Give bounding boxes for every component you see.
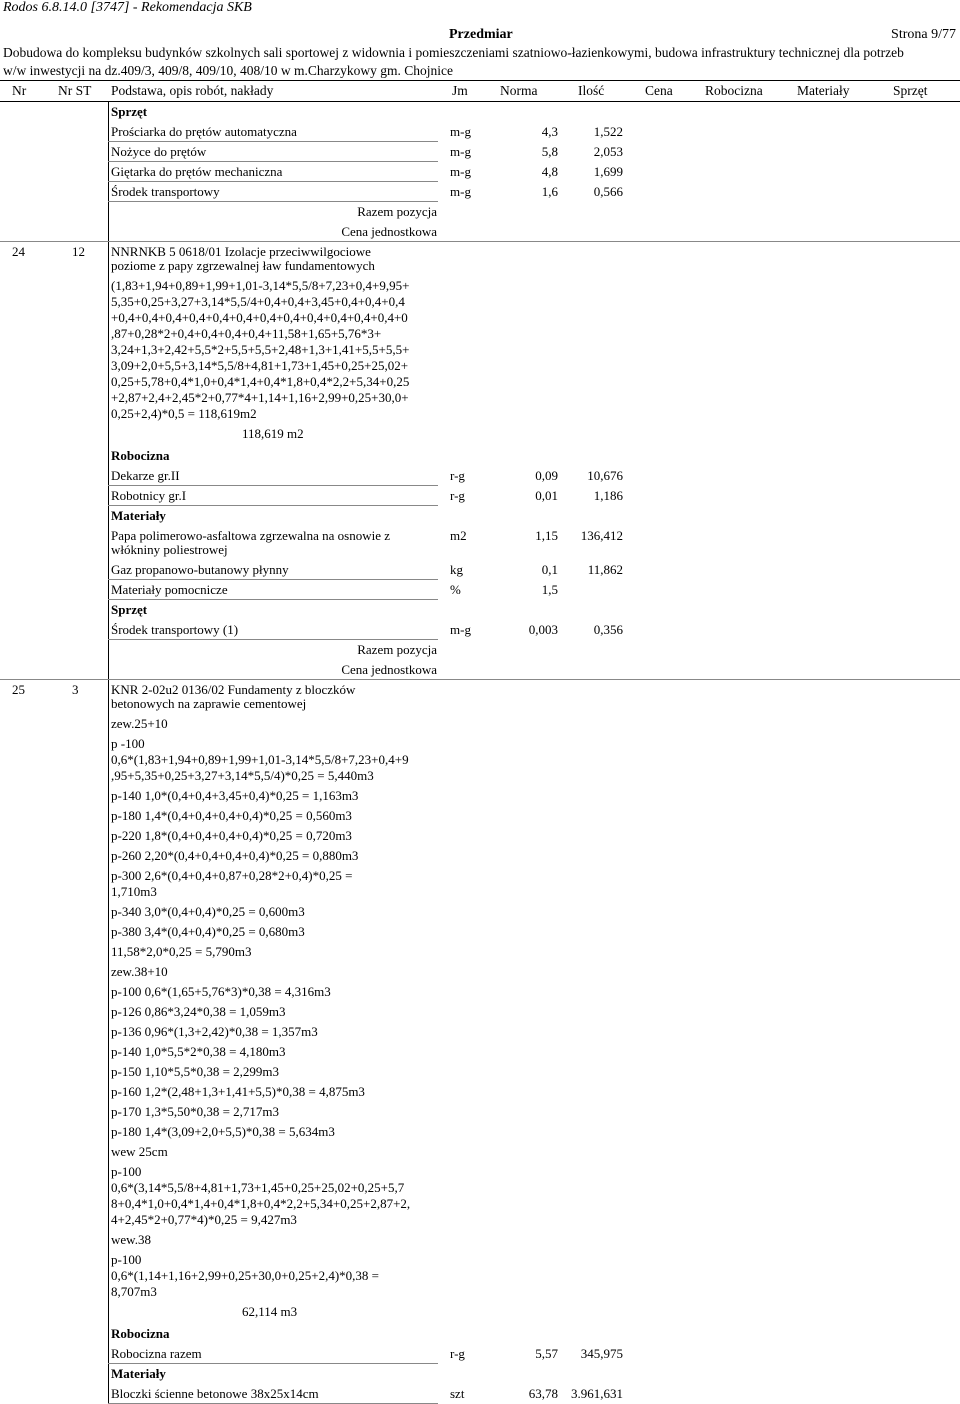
project-line-2: w/w inwestycji na dz.409/3, 409/8, 409/10, 408/10 w m.Charzykowy gm. Chojnice (3, 63, 453, 78)
section-label: Materiały (111, 1366, 166, 1381)
calculation-line: p-136 0,96*(1,3+2,42)*0,38 = 1,357m3 (111, 1024, 318, 1039)
resource-norm: 0,09 (535, 468, 558, 483)
row-separator (108, 181, 438, 182)
calculation-line: 3,09+2,0+5,5+3,14*5,5/8+4,81+1,73+1,45+0,25+25,02+ (111, 358, 409, 373)
calculation-line: p-380 3,4*(0,4+0,4)*0,25 = 0,680m3 (111, 924, 305, 939)
resource-quantity: 0,566 (593, 184, 623, 199)
resource-name: Prościarka do prętów automatyczna (111, 124, 297, 139)
calculation-line: p-170 1,3*5,50*0,38 = 2,717m3 (111, 1104, 280, 1119)
calculation-line: wew.38 (111, 1232, 151, 1247)
summary-label: Razem pozycja (357, 642, 437, 657)
resource-unit: % (450, 582, 461, 597)
resource-quantity: 10,676 (587, 468, 623, 483)
header-rule-bottom (0, 101, 960, 102)
row-separator (108, 485, 438, 486)
calculation-line: p-340 3,0*(0,4+0,4)*0,25 = 0,600m3 (111, 904, 305, 919)
column-header-cell: Nr (12, 83, 27, 98)
resource-name: Bloczki ścienne betonowe 38x25x14cm (111, 1386, 319, 1401)
calculation-line: +2,87+2,4+2,45*2+0,77*4+1,14+1,16+2,99+0,25+30,0+ (111, 390, 409, 405)
resource-unit: r-g (450, 488, 465, 503)
resource-quantity: 1,522 (593, 124, 623, 139)
resource-norm: 4,8 (541, 164, 558, 179)
calculation-line: 3,24+1,3+2,42+5,5*2+5,5+5,5+2,48+1,3+1,41+5,5+5,5+ (111, 342, 410, 357)
position-rule (0, 679, 960, 680)
resource-norm: 5,8 (541, 144, 558, 159)
position-description: poziome z papy zgrzewalnej ław fundamentowych (111, 258, 375, 273)
resource-name: Materiały pomocnicze (111, 582, 228, 597)
calculation-line: 5,35+0,25+3,27+3,14*5,5/4+0,4+0,4+3,45+0,4+0,4+0,4 (111, 294, 405, 309)
resource-name: Środek transportowy (111, 184, 220, 199)
calculation-line: ,87+0,28*2+0,4+0,4+0,4+0,4+11,58+1,65+5,76*3+ (111, 326, 382, 341)
calculation-line: p-160 1,2*(2,48+1,3+1,41+5,5)*0,38 = 4,875m3 (111, 1084, 365, 1099)
app-title: Rodos 6.8.14.0 [3747] - Rekomendacja SKB (3, 0, 252, 15)
header-rule-top (0, 80, 960, 81)
resource-unit: kg (450, 562, 463, 577)
calculation-line: wew 25cm (111, 1144, 168, 1159)
page-number: Strona 9/77 (891, 27, 956, 42)
position-st: 12 (72, 244, 85, 259)
resource-norm: 1,15 (535, 528, 558, 543)
calculation-line: 0,6*(1,14+1,16+2,99+0,25+30,0+0,25+2,4)*0,38 = (111, 1268, 379, 1283)
section-label: Materiały (111, 508, 166, 523)
calculation-line: p-220 1,8*(0,4+0,4+0,4+0,4)*0,25 = 0,720m3 (111, 828, 352, 843)
resource-norm: 5,57 (535, 1346, 558, 1361)
resource-unit: r-g (450, 468, 465, 483)
calculation-line: ,95+5,35+0,25+3,27+3,14*5,5/4)*0,25 = 5,440m3 (111, 768, 374, 783)
column-header-cell: Nr ST (58, 83, 92, 98)
calculation-line: +0,4+0,4+0,4+0,4+0,4+0,4+0,4+0,4+0,4+0,4+0,4+0,4+0 (111, 310, 408, 325)
position-description: NNRNKB 5 0618/01 Izolacje przeciwwilgociowe (111, 244, 371, 259)
row-separator (108, 639, 438, 640)
calculation-line: p-100 0,6*(1,65+5,76*3)*0,38 = 4,316m3 (111, 984, 331, 999)
resource-name: Papa polimerowo-asfaltowa zgrzewalna na osnowie z (111, 528, 391, 543)
calculation-line: p-300 2,6*(0,4+0,4+0,87+0,28*2+0,4)*0,25 = (111, 868, 353, 883)
calculation-line: p-140 1,0*(0,4+0,4+3,45+0,4)*0,25 = 1,163m3 (111, 788, 359, 803)
resource-quantity: 0,356 (593, 622, 623, 637)
column-header-cell: Norma (500, 83, 538, 98)
calculation-line: p -100 (111, 736, 145, 751)
calculation-line: zew.25+10 (111, 716, 168, 731)
calculation-line: 11,58*2,0*0,25 = 5,790m3 (111, 944, 252, 959)
calculation-line: p-140 1,0*5,5*2*0,38 = 4,180m3 (111, 1044, 286, 1059)
doc-title: Przedmiar (449, 27, 513, 42)
column-header-cell: Sprzęt (893, 83, 928, 98)
summary-label: Razem pozycja (357, 204, 437, 219)
resource-norm: 63,78 (528, 1386, 558, 1401)
position-total: 118,619 m2 (242, 426, 304, 441)
resource-norm: 0,003 (528, 622, 558, 637)
section-label: Robocizna (111, 448, 170, 463)
table-left-border (108, 101, 109, 1403)
resource-quantity: 2,053 (593, 144, 623, 159)
resource-name: Giętarka do prętów mechaniczna (111, 164, 283, 179)
resource-norm: 0,01 (535, 488, 558, 503)
resource-name: Nożyce do prętów (111, 144, 207, 159)
position-number: 25 (12, 682, 25, 697)
calculation-line: 0,6*(3,14*5,5/8+4,81+1,73+1,45+0,25+25,02+0,25+5,7 (111, 1180, 405, 1195)
calculation-line: 8,707m3 (111, 1284, 157, 1299)
resource-name: Gaz propanowo-butanowy płynny (111, 562, 289, 577)
calculation-line: 0,25+2,4)*0,5 = 118,619m2 (111, 406, 257, 421)
resource-norm: 1,6 (541, 184, 558, 199)
calculation-line: p-126 0,86*3,24*0,38 = 1,059m3 (111, 1004, 286, 1019)
position-rule (0, 241, 960, 242)
resource-name: Robotnicy gr.I (111, 488, 187, 503)
resource-unit: m-g (450, 124, 471, 139)
calculation-line: 8+0,4*1,0+0,4*1,4+0,4*1,8+0,4*2,2+5,34+0,25+2,87+2, (111, 1196, 411, 1211)
column-header-cell: Robocizna (705, 83, 763, 98)
resource-quantity: 1,699 (593, 164, 623, 179)
resource-quantity: 11,862 (587, 562, 623, 577)
calculation-line: p-260 2,20*(0,4+0,4+0,4+0,4)*0,25 = 0,880m3 (111, 848, 359, 863)
resource-norm: 4,3 (541, 124, 558, 139)
resource-unit: szt (450, 1386, 465, 1401)
column-header-cell: Ilość (578, 83, 605, 98)
calculation-line: 1,710m3 (111, 884, 157, 899)
calculation-line: 4+2,45*2+0,77*4)*0,25 = 9,427m3 (111, 1212, 297, 1227)
calculation-line: p-180 1,4*(3,09+2,0+5,5)*0,38 = 5,634m3 (111, 1124, 335, 1139)
resource-unit: m-g (450, 184, 471, 199)
row-separator (108, 161, 438, 162)
resource-unit: m-g (450, 164, 471, 179)
section-label: Sprzęt (111, 104, 148, 119)
column-header-cell: Jm (452, 83, 468, 98)
resource-name: Robocizna razem (111, 1346, 202, 1361)
calculation-line: p-100 (111, 1164, 142, 1179)
section-label: Sprzęt (111, 602, 148, 617)
resource-unit: m-g (450, 622, 471, 637)
resource-quantity: 3.961,631 (571, 1386, 623, 1401)
section-label: Robocizna (111, 1326, 170, 1341)
resource-unit: m-g (450, 144, 471, 159)
column-header-cell: Podstawa, opis robót, nakłady (111, 83, 274, 98)
resource-quantity: 1,186 (593, 488, 623, 503)
calculation-line: p-150 1,10*5,5*0,38 = 2,299m3 (111, 1064, 280, 1079)
position-description: KNR 2-02u2 0136/02 Fundamenty z bloczków (111, 682, 356, 697)
row-separator (108, 579, 438, 580)
resource-name: Środek transportowy (1) (111, 622, 239, 637)
row-separator (108, 1363, 438, 1364)
resource-name: Dekarze gr.II (111, 468, 180, 483)
column-header-cell: Materiały (797, 83, 850, 98)
calculation-line: p-100 (111, 1252, 142, 1267)
row-separator (108, 141, 438, 142)
row-separator (108, 505, 438, 506)
position-number: 24 (12, 244, 25, 259)
calculation-line: 0,25+5,78+0,4*1,0+0,4*1,4+0,4*1,8+0,4*2,2+5,34+0,25 (111, 374, 410, 389)
position-description: betonowych na zaprawie cementowej (111, 696, 307, 711)
resource-unit: m2 (450, 528, 467, 543)
row-separator (108, 201, 438, 202)
resource-norm: 1,5 (541, 582, 558, 597)
position-total: 62,114 m3 (242, 1304, 298, 1319)
calculation-line: p-180 1,4*(0,4+0,4+0,4+0,4)*0,25 = 0,560m3 (111, 808, 352, 823)
calculation-line: (1,83+1,94+0,89+1,99+1,01-3,14*5,5/8+7,23+0,4+9,95+ (111, 278, 410, 293)
row-separator (108, 599, 438, 600)
summary-label: Cena jednostkowa (341, 224, 437, 239)
calculation-line: zew.38+10 (111, 964, 168, 979)
resource-unit: r-g (450, 1346, 465, 1361)
resource-quantity: 136,412 (580, 528, 623, 543)
summary-label: Cena jednostkowa (341, 662, 437, 677)
resource-quantity: 345,975 (580, 1346, 623, 1361)
position-st: 3 (72, 682, 79, 697)
column-header-cell: Cena (645, 83, 673, 98)
resource-norm: 0,1 (541, 562, 558, 577)
project-line-1: Dobudowa do kompleksu budynków szkolnych sali sportowej z widownia i pomieszczeniami szatniowo-łazienkowymi, budowa infrastruktury technicznej dla potrzeb (3, 45, 904, 60)
resource-name: włókniny poliestrowej (111, 542, 228, 557)
calculation-line: 0,6*(1,83+1,94+0,89+1,99+1,01-3,14*5,5/8+7,23+0,4+9 (111, 752, 409, 767)
